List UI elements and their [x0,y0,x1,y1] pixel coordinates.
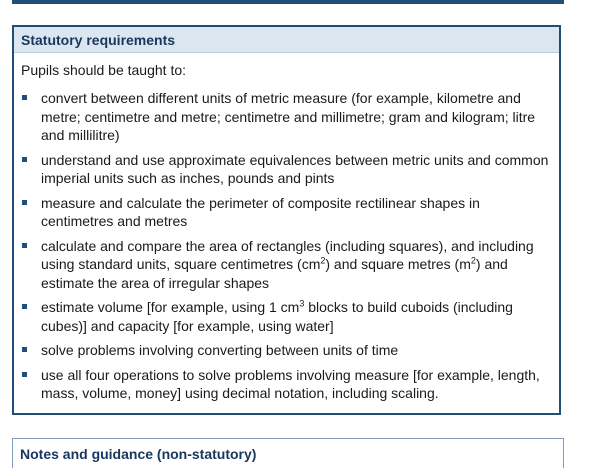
list-item [14,341,559,360]
list-item [14,89,559,145]
list-item [14,151,559,188]
square-bullet-icon [22,157,27,162]
item-text: solve problems involving converting between units of time [41,342,399,358]
item-text [41,238,534,291]
item-text-part: calculate and compare the area of rectangles (including squares), and including using standard units, square centimetres (cm [41,237,534,272]
list-item [14,237,559,293]
superscript: 3 [299,298,305,309]
item-text [41,299,513,334]
requirements-list [14,89,559,403]
superscript: 2 [320,255,326,266]
list-item [14,366,559,403]
item-text: understand and use approximate equivalences between metric units and common imperial units such as inches, pounds and pints [41,151,549,186]
square-bullet-icon [22,347,27,352]
square-bullet-icon [22,372,27,377]
notes-guidance-title: Notes and guidance (non-statutory) [20,446,257,462]
item-text-part: blocks to build cuboids (including cubes)] and capacity [for example, using water] [41,299,513,334]
item-text-part: ) and estimate the area of irregular shapes [41,256,508,291]
square-bullet-icon [22,304,27,309]
list-item [14,298,559,335]
item-text: use all four operations to solve problems involving measure [for example, length, mass, volume, money] using decimal notation, including scaling. [41,366,540,401]
item-text-part: estimate volume [for example, using 1 cm [41,299,300,315]
section-header: Statutory requirements [14,27,559,53]
intro-text: Pupils should be taught to: [21,62,187,78]
item-text: convert between different units of metric measure (for example, kilometre and metre; centimetre and metre; centimetre and millimetre; gram and kilogram; litre and millilitre) [41,90,536,143]
superscript: 2 [470,255,476,266]
item-text: measure and calculate the perimeter of composite rectilinear shapes in centimetres and metres [41,194,480,229]
top-border-band [12,0,564,4]
square-bullet-icon [22,200,27,205]
statutory-requirements-box [12,25,561,415]
item-text-part: ) and square metres (m [325,256,471,272]
notes-guidance-box [12,438,564,468]
square-bullet-icon [22,243,27,248]
square-bullet-icon [22,95,27,100]
list-item [14,194,559,231]
